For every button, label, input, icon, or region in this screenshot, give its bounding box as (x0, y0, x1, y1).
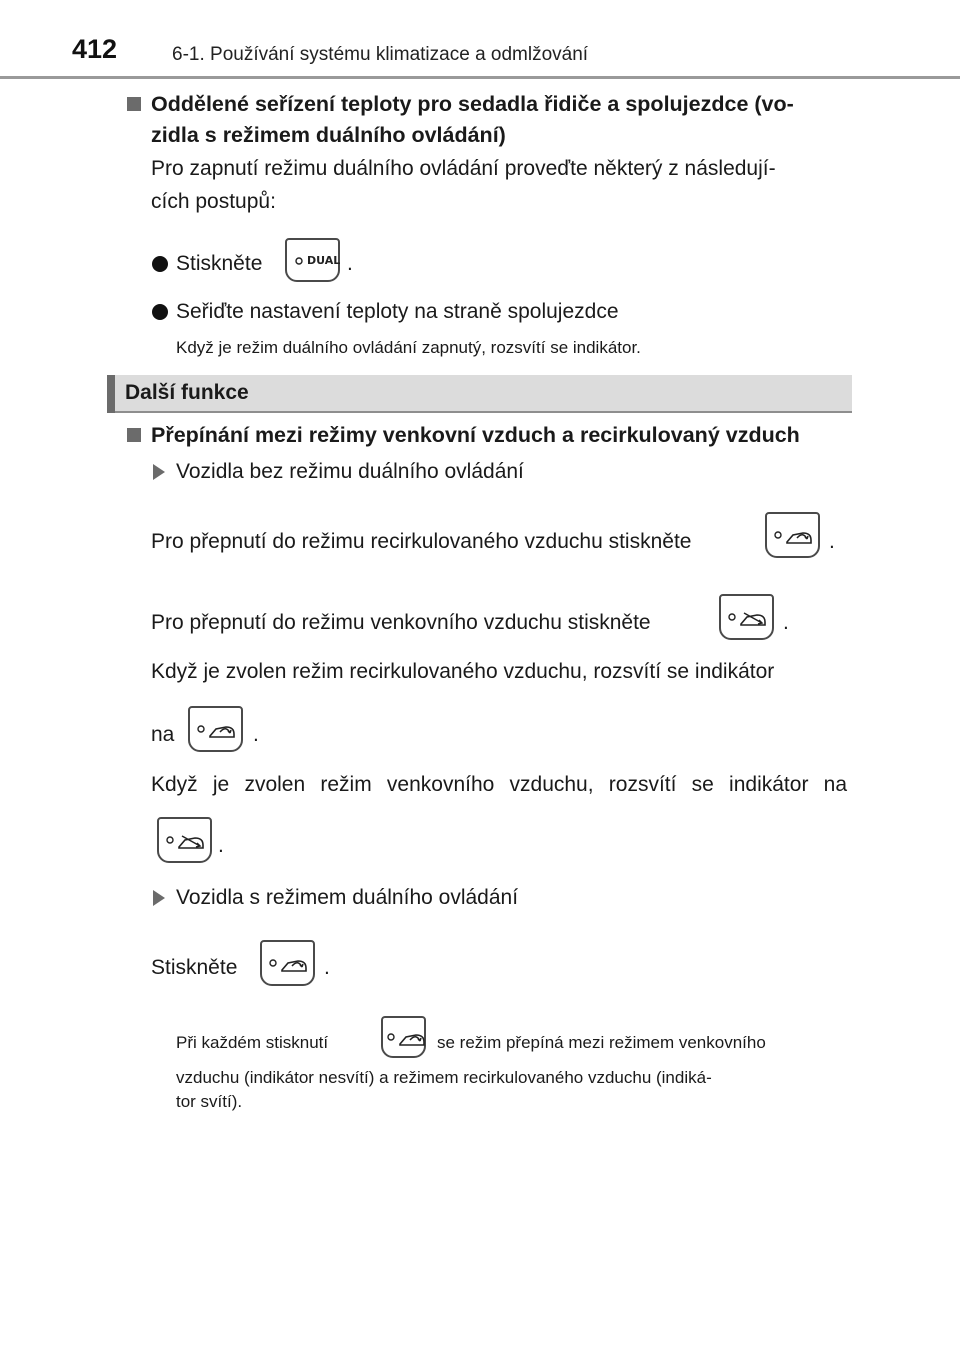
air-heading: Přepínání mezi režimy venkovní vzduch a recirkulovaný vzduch (151, 423, 800, 447)
chapter-title: 6-1. Používání systému klimatizace a odmlžování (172, 44, 589, 65)
dual-button-icon (285, 238, 340, 282)
outside-indicator-period: . (218, 834, 224, 857)
dual-heading-line1: Oddělené seřízení teploty pro sedadla řidiče a spolujezdce (vo- (151, 92, 794, 116)
dual-intro-line2: cích postupů: (151, 190, 276, 213)
press-period: . (324, 956, 330, 979)
band-title: Další funkce (125, 381, 249, 404)
outside-air-button-icon (719, 594, 774, 640)
page-number: 412 (72, 34, 118, 64)
recirc-instruction: Pro přepnutí do režimu recirkulovaného vzduchu stiskněte (151, 530, 692, 553)
dual-button-label: DUAL (307, 254, 341, 267)
outside-instruction-period: . (783, 611, 789, 634)
section-band (107, 375, 852, 413)
arrow-bullet-icon (153, 890, 165, 906)
circle-bullet-icon (152, 256, 168, 272)
dual-note: Když je režim duálního ovládání zapnutý, rozsvítí se indikátor. (176, 338, 641, 357)
option-press-text: Stiskněte (176, 252, 263, 275)
arrow-bullet-icon (153, 464, 165, 480)
note-line3: tor svítí). (176, 1092, 243, 1111)
outside-instruction: Pro přepnutí do režimu venkovního vzduchu stiskněte (151, 611, 651, 634)
recirc-indicator-period: . (253, 723, 259, 746)
press-text: Stiskněte (151, 956, 238, 979)
outside-indicator-text: Když je zvolen režim venkovního vzduchu, rozsvítí se indikátor na (151, 773, 847, 796)
recirculation-button-icon (188, 706, 243, 752)
subheading-with-dual: Vozidla s režimem duálního ovládání (176, 886, 519, 909)
recirc-indicator-text: Když je zvolen režim recirkulovaného vzduchu, rozsvítí se indikátor (151, 660, 775, 683)
option-adjust-text: Seřiďte nastavení teploty na straně spolujezdce (176, 300, 619, 323)
circle-bullet-icon (152, 304, 168, 320)
outside-air-button-icon (157, 817, 212, 863)
dual-heading-line2: zidla s režimem duálního ovládání) (151, 123, 506, 147)
recirculation-button-icon (765, 512, 820, 558)
square-bullet-icon (127, 97, 141, 111)
dual-intro-line1: Pro zapnutí režimu duálního ovládání proveďte některý z následují- (151, 157, 776, 180)
note-line2: vzduchu (indikátor nesvítí) a režimem recirkulovaného vzduchu (indiká- (176, 1068, 712, 1087)
recirc-indicator-na: na (151, 723, 175, 746)
note-line1-start: Při každém stisknutí (176, 1033, 329, 1052)
note-line1-end: se režim přepíná mezi režimem venkovního (437, 1033, 766, 1052)
recirculation-button-icon (260, 940, 315, 986)
recirculation-button-icon (381, 1016, 426, 1058)
option-press-period: . (347, 252, 353, 275)
subheading-no-dual: Vozidla bez režimu duálního ovládání (176, 460, 524, 483)
band-accent (107, 375, 115, 413)
header-divider (0, 76, 960, 79)
recirc-instruction-period: . (829, 530, 835, 553)
square-bullet-icon (127, 428, 141, 442)
